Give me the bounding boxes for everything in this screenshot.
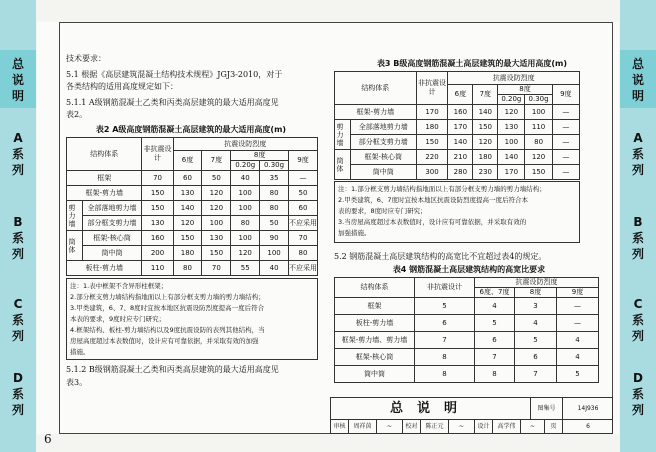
t2-header-9: 9度 (289, 151, 318, 171)
note-line: 加强措施。 (338, 229, 371, 237)
nav-tab-c-right[interactable]: C 系 列 (631, 297, 644, 343)
t2-cell: 100 (231, 201, 260, 216)
t4-header-67: 6度、7度 (475, 288, 515, 298)
table-row (67, 171, 318, 186)
t2-header-8a: 0.20g (231, 161, 260, 171)
review-signature: ~ (377, 420, 403, 434)
t3-group-wall (335, 120, 351, 150)
t2-cell: 150 (142, 186, 173, 201)
page-number: 6 (44, 432, 52, 446)
title-block (330, 397, 613, 434)
t2-cell: 90 (260, 231, 289, 246)
t3-cell: 140 (498, 150, 525, 165)
t3-cell: 160 (448, 105, 473, 120)
t3-cell: 230 (473, 165, 498, 180)
t3-cell: 130 (498, 120, 525, 135)
t4-header-system: 结构体系 (335, 278, 415, 298)
t2-cell: 120 (202, 201, 231, 216)
check-signature: ~ (449, 420, 475, 434)
note-line: 房屋高度超过本表数值时，设计应有可靠依据，并采取有效的加强 (70, 337, 259, 345)
t3-header-9: 9度 (552, 85, 579, 105)
table-row (335, 332, 599, 349)
t2-cell: 130 (202, 231, 231, 246)
t4-row-name: 框架 (335, 298, 415, 315)
t3-cell: — (552, 135, 579, 150)
t3-row-name: 框架-核心筒 (350, 150, 416, 165)
t4-cell: — (557, 315, 599, 332)
table-row (67, 201, 318, 216)
t3-cell: 140 (473, 105, 498, 120)
t2-cell: 130 (173, 186, 202, 201)
t4-cell: 8 (415, 349, 475, 366)
t4-cell: 3 (515, 298, 557, 315)
t3-cell: 150 (473, 120, 498, 135)
t3-cell: 150 (525, 165, 552, 180)
t2-cell: 80 (260, 201, 289, 216)
t2-group-wall-label: 剪力墙 (68, 203, 76, 228)
table-row (335, 366, 599, 383)
t3-cell: 220 (416, 150, 448, 165)
t3-group-tube (335, 150, 351, 180)
t3-header-7: 7度 (473, 85, 498, 105)
note-line: 2.甲类建筑，6、7度时宜按本地区抗震设防烈度提高一度后符合本 (338, 196, 528, 204)
t2-group-wall (67, 201, 83, 231)
nav-tab-c[interactable]: C 系 列 (11, 297, 24, 343)
t4-header-8: 8度 (515, 288, 557, 298)
nav-tab-d-right[interactable]: D 系 列 (631, 371, 644, 417)
t2-cell: 180 (173, 246, 202, 261)
t3-header-intensity: 抗震设防烈度 (448, 72, 580, 85)
t2-cell: 200 (142, 246, 173, 261)
t3-cell: — (552, 150, 579, 165)
table-row (67, 261, 318, 276)
note-line: 措施。 (70, 348, 90, 356)
paragraph-5-1-1-line1: 5.1.1 A级钢筋混凝土乙类和丙类高层建筑的最大适用高度见 (66, 98, 279, 107)
table-row (335, 105, 580, 120)
left-series-nav (0, 0, 36, 452)
drawing-title: 总说明 (331, 398, 531, 420)
table-row (335, 298, 599, 315)
t2-cell: 120 (173, 216, 202, 231)
t4-row-name: 框架-核心筒 (335, 349, 415, 366)
design-label: 设计 (475, 420, 493, 434)
t2-row-name: 框架-剪力墙 (67, 186, 142, 201)
t2-cell: — (289, 171, 318, 186)
t2-header-8: 8度 (231, 151, 289, 161)
t2-cell: 100 (231, 186, 260, 201)
t4-header-nonseismic: 非抗震设计 (415, 278, 475, 298)
t3-cell: 170 (498, 165, 525, 180)
t2-header-system: 结构体系 (67, 138, 142, 171)
t3-cell: 120 (498, 105, 525, 120)
t2-cell: 70 (289, 231, 318, 246)
t3-cell: 120 (473, 135, 498, 150)
t2-cell: 不应采用 (289, 261, 318, 276)
t4-cell: 8 (475, 366, 515, 383)
t2-cell: 150 (202, 246, 231, 261)
note-line: 注：1.表中框架不含异形柱框架； (70, 282, 168, 290)
t2-cell: 50 (260, 216, 289, 231)
t3-cell: 210 (448, 150, 473, 165)
t2-row-name: 筒中筒 (82, 246, 142, 261)
t2-row-name: 框架 (67, 171, 142, 186)
t3-cell: 170 (416, 105, 448, 120)
t4-cell: 8 (415, 366, 475, 383)
table-row (335, 349, 599, 366)
atlas-number: 14J936 (577, 405, 599, 412)
note-line: 4.框架结构、板柱-剪力墙结构以及9度抗震设防的表列其他结构，当 (70, 326, 265, 334)
table-row (335, 120, 580, 135)
paragraph-5-1-1-line2: 表2。 (66, 110, 88, 119)
t4-header-9: 9度 (557, 288, 599, 298)
t4-cell: 4 (475, 298, 515, 315)
t2-row-name: 板柱-剪力墙 (67, 261, 142, 276)
table3-caption: 表3 B级高度钢筋混凝土高层建筑的最大适用高度(m) (376, 59, 568, 68)
nav-tab-a-right[interactable]: A 系 列 (631, 131, 644, 177)
t2-cell: 50 (289, 186, 318, 201)
nav-tab-general-right[interactable]: 总 说 明 (620, 50, 656, 108)
t3-cell: 180 (416, 120, 448, 135)
t3-cell: — (552, 120, 579, 135)
t3-cell: 180 (473, 150, 498, 165)
section-heading: 技术要求： (66, 54, 106, 63)
t3-header-8: 8度 (498, 85, 552, 95)
table4-caption: 表4 钢筋混凝土高层建筑结构的高宽比要求 (392, 265, 546, 274)
nav-tab-b[interactable]: B 系 列 (11, 215, 24, 261)
t3-cell: 280 (448, 165, 473, 180)
t4-header-intensity: 抗震设防烈度 (475, 278, 599, 288)
review-label: 审核 (331, 420, 349, 434)
t2-header-intensity: 抗震设防烈度 (173, 138, 317, 151)
t2-cell: 140 (173, 201, 202, 216)
t2-cell: 80 (289, 246, 318, 261)
table-row (335, 165, 580, 180)
t4-row-name: 板柱-剪力墙 (335, 315, 415, 332)
t2-cell: 150 (142, 201, 173, 216)
table-row (335, 150, 580, 165)
table2 (66, 137, 318, 276)
t4-cell: 7 (475, 349, 515, 366)
t2-cell: 150 (173, 231, 202, 246)
t2-cell: 130 (142, 216, 173, 231)
nav-tab-general[interactable]: 总 说 明 (0, 50, 36, 108)
table2-caption: 表2 A级高度钢筋混凝土高层建筑的最大适用高度(m) (95, 125, 287, 134)
t2-cell: 100 (260, 246, 289, 261)
t4-cell: 4 (515, 315, 557, 332)
nav-tab-a[interactable]: A 系 列 (11, 131, 24, 177)
t2-cell: 55 (231, 261, 260, 276)
t4-row-name: 框架-剪力墙、剪力墙 (335, 332, 415, 349)
t3-cell: — (552, 105, 579, 120)
table3 (334, 71, 580, 180)
t3-header-nonseismic: 非抗震设计 (416, 72, 448, 105)
table2-notes (66, 278, 318, 360)
t2-group-tube (67, 231, 83, 261)
t3-row-name: 框架-剪力墙 (335, 105, 417, 120)
t3-cell: 80 (525, 135, 552, 150)
t4-cell: 5 (475, 315, 515, 332)
t4-cell: 4 (557, 332, 599, 349)
t3-row-name: 筒中筒 (350, 165, 416, 180)
t2-row-name: 框架-核心筒 (82, 231, 142, 246)
t3-header-8b: 0.30g (525, 95, 552, 105)
t2-cell: 80 (231, 216, 260, 231)
check-name: 陈正元 (421, 420, 449, 434)
page-value: 6 (586, 423, 590, 430)
note-line: 3.当房屋高度超过本表数值时，设计应有可靠依据，并采取有效的 (338, 218, 527, 226)
check-label: 校对 (403, 420, 421, 434)
t2-cell: 50 (202, 171, 231, 186)
t3-cell: 150 (416, 135, 448, 150)
t2-group-tube-label: 筒体 (68, 237, 76, 254)
t4-cell: 6 (515, 349, 557, 366)
t4-cell: 5 (515, 332, 557, 349)
t2-cell: 70 (202, 261, 231, 276)
note-line: 本表的要求，9度时应专门研究； (70, 315, 166, 323)
t2-cell: 60 (173, 171, 202, 186)
t3-group-wall-label: 剪力墙 (336, 122, 344, 147)
paragraph-5-1-2-line2: 表3。 (66, 378, 88, 387)
t3-row-name: 全部落地剪力墙 (350, 120, 416, 135)
paragraph-5-2: 5.2 钢筋混凝土高层建筑结构的高宽比不宜超过表4的规定。 (334, 252, 547, 261)
t2-cell: 110 (142, 261, 173, 276)
design-signature: ~ (521, 420, 545, 434)
t2-cell: 40 (260, 261, 289, 276)
t2-cell: 35 (260, 171, 289, 186)
t3-group-tube-label: 筒体 (336, 156, 344, 173)
t2-cell: 80 (173, 261, 202, 276)
table-row (335, 135, 580, 150)
t4-cell: 4 (557, 349, 599, 366)
t2-header-6: 6度 (173, 151, 202, 171)
nav-tab-d[interactable]: D 系 列 (11, 371, 24, 417)
t2-row-name: 部分框支剪力墙 (82, 216, 142, 231)
t3-cell: 100 (498, 135, 525, 150)
t2-cell: 不应采用 (289, 216, 318, 231)
paragraph-5-1-line1: 5.1 根据《高层建筑混凝土结构技术规程》JGJ3-2010，对于 (66, 70, 283, 79)
t3-cell: 110 (525, 120, 552, 135)
nav-tab-b-right[interactable]: B 系 列 (631, 215, 644, 261)
t4-cell: 5 (415, 298, 475, 315)
t2-cell: 80 (260, 186, 289, 201)
table-row (335, 315, 599, 332)
design-name: 高学伟 (493, 420, 521, 434)
t2-cell: 100 (231, 231, 260, 246)
note-line: 注：1.部分框支剪力墙结构指地面以上有部分框支剪力墙的剪力墙结构； (338, 185, 546, 193)
table4 (334, 277, 599, 383)
t2-row-name: 全部落地剪力墙 (82, 201, 142, 216)
table-row (67, 186, 318, 201)
t4-cell: 5 (557, 366, 599, 383)
t4-cell: 6 (415, 315, 475, 332)
t2-header-nonseismic: 非抗震设计 (142, 138, 173, 171)
t3-cell: 100 (525, 105, 552, 120)
t3-header-8a: 0.20g (498, 95, 525, 105)
t3-cell: 140 (448, 135, 473, 150)
right-series-nav (620, 0, 656, 452)
t3-cell: 300 (416, 165, 448, 180)
t2-cell: 160 (142, 231, 173, 246)
t2-cell: 70 (142, 171, 173, 186)
paragraph-5-1-2-line1: 5.1.2 B级钢筋混凝土乙类和丙类高层建筑的最大适用高度见 (66, 365, 279, 374)
note-line: 2.部分框支剪力墙结构指地面以上有部分框支剪力墙的剪力墙结构； (70, 293, 265, 301)
table-row (67, 231, 318, 246)
t2-cell: 40 (231, 171, 260, 186)
paragraph-5-1-line2: 各类结构的适用高度规定如下： (66, 82, 178, 91)
t2-cell: 120 (202, 186, 231, 201)
t3-row-name: 部分框支剪力墙 (350, 135, 416, 150)
t2-cell: 100 (202, 216, 231, 231)
t3-header-system: 结构体系 (335, 72, 417, 105)
t2-header-7: 7度 (202, 151, 231, 171)
table-row (67, 246, 318, 261)
t4-cell: 6 (475, 332, 515, 349)
t4-row-name: 筒中筒 (335, 366, 415, 383)
table3-notes (334, 181, 580, 243)
t3-cell: 120 (525, 150, 552, 165)
note-line: 表的要求，8度时应专门研究； (338, 207, 427, 215)
t2-cell: 120 (231, 246, 260, 261)
t4-cell: — (557, 298, 599, 315)
table-row (67, 216, 318, 231)
t3-cell: — (552, 165, 579, 180)
t2-header-8b: 0.30g (260, 161, 289, 171)
t2-cell: 60 (289, 201, 318, 216)
t4-cell: 7 (515, 366, 557, 383)
t3-header-6: 6度 (448, 85, 473, 105)
t4-cell: 7 (415, 332, 475, 349)
review-name: 周祥茵 (349, 420, 377, 434)
note-line: 3.甲类建筑，6、7、8度时宜按本地区抗震设防烈度提高一度后符合 (70, 304, 265, 312)
page-label: 页 (545, 420, 563, 434)
t3-cell: 170 (448, 120, 473, 135)
atlas-label: 图集号 (531, 398, 563, 420)
